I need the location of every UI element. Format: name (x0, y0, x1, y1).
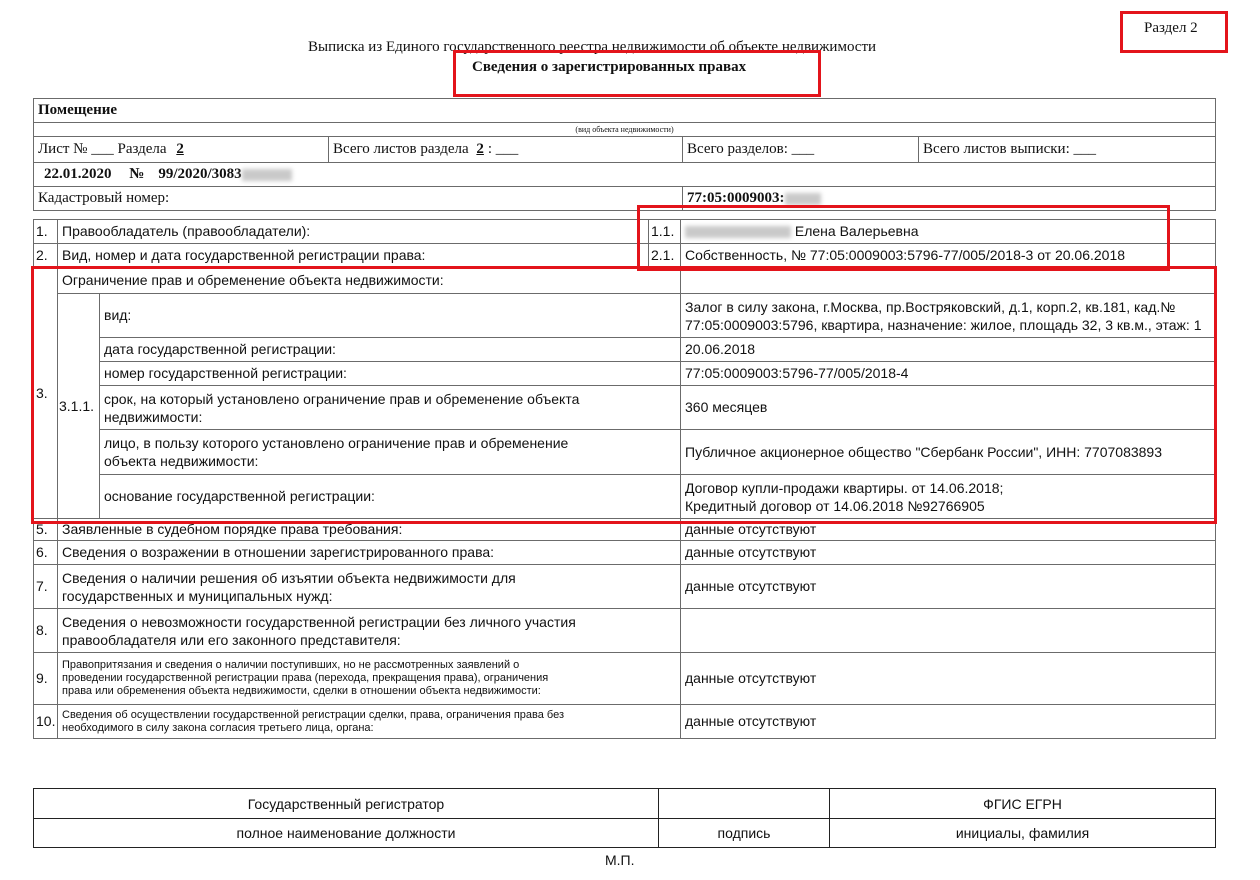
total-sheets-label: Всего листов выписки: ___ (923, 141, 1096, 157)
basis-label: основание государственной регистрации: (100, 475, 681, 519)
cadastral-value: 77:05:0009003: (687, 190, 785, 206)
highlight-section-label (1120, 11, 1228, 53)
reg-number-label: номер государственной регистрации: (100, 362, 681, 386)
section-no: 2 (176, 141, 184, 157)
row-value: данные отсутствуют (681, 565, 1216, 609)
kind-line-2: 77:05:0009003:5796, квартира, назначение: жилое, площадь 32, 3 кв.м., этаж: 1 (685, 316, 1202, 333)
section-label: Раздел 2 (1144, 20, 1198, 36)
row-value: Собственность, № 77:05:0009003:5796-77/005/2018-3 от 20.06.2018 (681, 244, 1216, 268)
sheet-no-label: Лист № ___ Раздела (38, 141, 167, 157)
row-number: 1. (34, 220, 58, 244)
row-sub-number: 3.1.1. (58, 294, 100, 519)
encumbrance-kind-label: вид: (100, 294, 681, 338)
row-label: Правообладатель (правообладатели): (58, 220, 649, 244)
cadastral-label: Кадастровый номер: (38, 190, 170, 206)
extract-date: 22.01.2020 (44, 166, 112, 182)
row-label (58, 705, 681, 739)
redacted-block (242, 169, 292, 181)
table-row (34, 565, 1216, 609)
table-row (34, 541, 1216, 565)
object-type-caption: (вид объекта недвижимости) (575, 124, 674, 134)
term-value: 360 месяцев (681, 386, 1216, 430)
table-row (34, 705, 1216, 739)
basis-line-2: Кредитный договор от 14.06.2018 №92766905 (685, 497, 985, 514)
label-line-2: проведении государственной регистрации права (перехода, прекращения права), ограничения (62, 672, 549, 684)
signature-table (33, 788, 1216, 848)
system-name: ФГИС ЕГРН (830, 789, 1216, 819)
registrar-title: Государственный регистратор (34, 789, 659, 819)
label-line-1: Сведения об осуществлении государственной регистрации сделки, права, ограничения права без (62, 708, 565, 721)
label-line-2: необходимого в силу закона согласия третьего лица, органа: (62, 721, 374, 734)
row-value: данные отсутствуют (681, 519, 1216, 541)
row-label (58, 609, 681, 653)
signature-caption: подпись (659, 819, 830, 848)
row-sub-number: 1.1. (649, 220, 681, 244)
term-label-line-2: недвижимости: (104, 408, 203, 425)
label-line-2: государственных и муниципальных нужд: (62, 587, 333, 604)
row-number: 7. (34, 565, 58, 609)
position-caption: полное наименование должности (34, 819, 659, 848)
extract-number: 99/2020/3083 (158, 166, 242, 182)
beneficiary-value: Публичное акционерное общество "Сбербанк России", ИНН: 7707083893 (681, 430, 1216, 475)
row-label: Сведения о возражении в отношении зарегистрированного права: (58, 541, 681, 565)
row-number: 10. (34, 705, 58, 739)
highlight-encumbrance (31, 266, 1217, 524)
row-label (58, 653, 681, 705)
highlight-subtitle (453, 50, 821, 97)
row-label: Вид, номер и дата государственной регистрации права: (58, 244, 649, 268)
row-value: данные отсутствуют (681, 653, 1216, 705)
row-number: 6. (34, 541, 58, 565)
row-label (58, 565, 681, 609)
reg-number-value: 77:05:0009003:5796-77/005/2018-4 (681, 362, 1216, 386)
row-label: Ограничение прав и обременение объекта недвижимости: (58, 268, 681, 294)
redacted-block (785, 193, 821, 205)
row-value: данные отсутствуют (681, 705, 1216, 739)
beneficiary-label-line-1: лицо, в пользу которого установлено ограничение прав и обременение (104, 435, 569, 451)
row-number: 2. (34, 244, 58, 268)
basis-line-1: Договор купли-продажи квартиры. от 14.06.2018; (685, 479, 1004, 496)
table-row (34, 609, 1216, 653)
row-number: 9. (34, 653, 58, 705)
reg-date-label: дата государственной регистрации: (100, 338, 681, 362)
label-line-2: правообладателя или его законного представителя: (62, 631, 401, 648)
row-label: Заявленные в судебном порядке права требования: (58, 519, 681, 541)
label-line-1: Сведения о наличии решения об изъятии объекта недвижимости для (62, 569, 516, 586)
document-subtitle: Сведения о зарегистрированных правах (472, 59, 747, 75)
total-sections-label: Всего разделов: ___ (687, 141, 815, 157)
label-line-1: Правопритязания и сведения о наличии поступивших, но не рассмотренных заявлений о (62, 659, 520, 671)
row-value (681, 609, 1216, 653)
beneficiary-label-line-2: объекта недвижимости: (104, 453, 259, 469)
kind-line-1: Залог в силу закона, г.Москва, пр.Востряковский, д.1, корп.2, кв.181, кад.№ (685, 298, 1176, 315)
term-label-line-1: срок, на который установлено ограничение прав и обременение объекта (104, 390, 580, 407)
row-sub-number: 2.1. (649, 244, 681, 268)
stamp-placeholder: М.П. (605, 852, 635, 868)
table-row (34, 653, 1216, 705)
sheets-in-section-no: 2 (476, 141, 484, 157)
row-number: 5. (34, 519, 58, 541)
row-value: данные отсутствуют (681, 541, 1216, 565)
signature-cell (659, 789, 830, 819)
object-type-value: Помещение (38, 102, 118, 118)
object-header-table (33, 98, 1216, 211)
sheets-in-section-tail: : ___ (487, 141, 519, 157)
number-sign: № (129, 166, 145, 182)
document-title: Выписка из Единого государственного реестра недвижимости об объекте недвижимости (308, 39, 877, 55)
row-number: 3. (34, 268, 58, 519)
sheets-in-section-label: Всего листов раздела (333, 141, 469, 157)
label-line-1: Сведения о невозможности государственной регистрации без личного участия (62, 613, 576, 630)
highlight-owner-and-right (637, 205, 1170, 271)
label-line-3: права или обременения объекта недвижимости, сделки в отношении объекта недвижимости: (62, 685, 541, 697)
row-number: 8. (34, 609, 58, 653)
name-caption: инициалы, фамилия (830, 819, 1216, 848)
reg-date-value: 20.06.2018 (681, 338, 1216, 362)
owner-name: Елена Валерьевна (794, 223, 919, 239)
